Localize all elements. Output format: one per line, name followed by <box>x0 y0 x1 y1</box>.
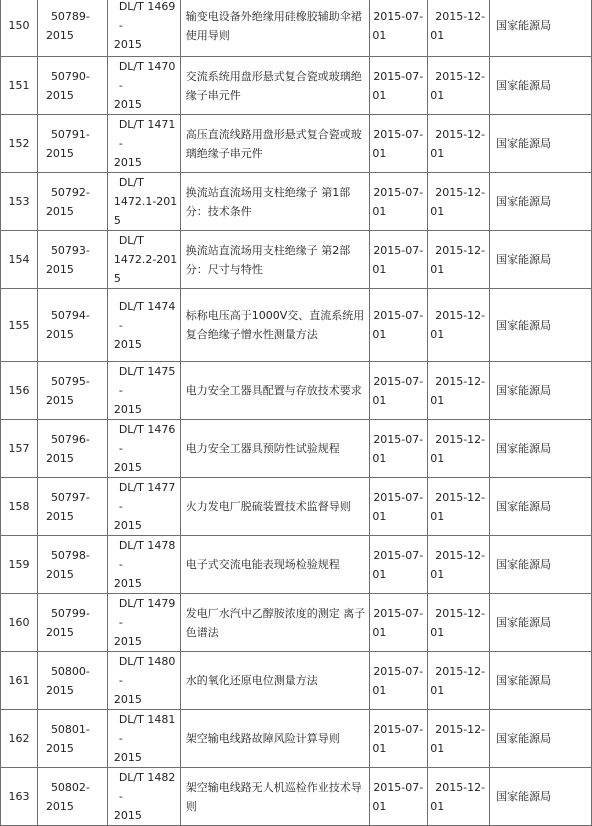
code-cell <box>37 0 107 57</box>
publication-date-part2: 01 <box>430 393 445 407</box>
row-number-cell <box>1 57 38 115</box>
row-number: 154 <box>8 253 30 266</box>
table-row <box>1 652 592 710</box>
code-part2: 2015 <box>45 393 74 407</box>
implementation-date-part2: 01 <box>372 262 387 276</box>
dl-number-part1: DL/T 1477- <box>118 481 176 513</box>
code-part2: 2015 <box>45 88 74 102</box>
dl-number-part1: DL/T 1479- <box>118 597 176 629</box>
dl-number-part2: 2015 <box>113 809 142 822</box>
dl-number-cell <box>107 57 180 115</box>
organization: 国家能源局 <box>496 253 552 266</box>
organization-cell <box>490 362 592 420</box>
row-number-cell <box>1 536 38 594</box>
row-number-cell <box>1 478 38 536</box>
table-row <box>1 115 592 173</box>
publication-date-part1: 2015-12- <box>435 722 486 736</box>
implementation-date-part2: 01 <box>372 328 387 341</box>
publication-date-cell <box>428 536 490 594</box>
implementation-date-cell <box>370 231 428 289</box>
publication-date-cell <box>428 231 490 289</box>
publication-date-part1: 2015-12- <box>435 243 486 257</box>
publication-date-cell <box>428 652 490 710</box>
organization: 国家能源局 <box>496 318 552 332</box>
standard-name-cell <box>180 362 370 420</box>
row-number-cell <box>1 594 38 652</box>
organization: 国家能源局 <box>496 558 552 571</box>
code-cell <box>37 231 107 289</box>
code-cell <box>37 652 107 710</box>
row-number-cell <box>1 362 38 420</box>
dl-number-part2: 2015 <box>113 38 142 51</box>
publication-date-cell <box>428 289 490 362</box>
row-number-cell <box>1 231 38 289</box>
code-cell <box>37 362 107 420</box>
dl-number-cell <box>107 594 180 652</box>
organization: 国家能源局 <box>496 732 552 745</box>
row-number-cell <box>1 420 38 478</box>
row-number-cell <box>1 115 38 173</box>
dl-number-part1: DL/T <box>118 176 144 189</box>
standard-name: 换流站直流场用支柱绝缘子 第2部分：尺寸与特性 <box>185 243 351 276</box>
code-part2: 2015 <box>45 146 74 160</box>
row-number: 152 <box>8 137 30 150</box>
dl-number-part2: 2015 <box>113 751 142 764</box>
publication-date-cell <box>428 710 490 768</box>
implementation-date-cell <box>370 652 428 710</box>
code-part2: 2015 <box>45 509 74 523</box>
code-cell <box>37 768 107 826</box>
organization-cell <box>490 710 592 768</box>
row-number: 163 <box>8 790 30 803</box>
implementation-date-part2: 01 <box>372 88 387 102</box>
implementation-date-part1: 2015-07- <box>373 780 424 794</box>
row-number: 160 <box>8 616 30 629</box>
implementation-date-cell <box>370 536 428 594</box>
publication-date-part2: 01 <box>430 799 445 813</box>
implementation-date-cell <box>370 420 428 478</box>
standard-name-cell <box>180 710 370 768</box>
publication-date-cell <box>428 768 490 826</box>
publication-date-part1: 2015-12- <box>435 780 486 794</box>
dl-number-cell <box>107 536 180 594</box>
dl-number-part1: DL/T <box>118 234 144 247</box>
dl-number-cell <box>107 231 180 289</box>
row-number: 162 <box>8 732 30 745</box>
standard-name: 交流系统用盘形悬式复合瓷或玻璃绝缘子串元件 <box>185 69 362 102</box>
code-part1: 50796- <box>50 432 90 446</box>
code-part2: 2015 <box>45 204 74 218</box>
code-part1: 50789- <box>50 9 90 23</box>
implementation-date-part2: 01 <box>372 741 387 755</box>
organization-cell <box>490 0 592 57</box>
row-number-cell <box>1 652 38 710</box>
dl-number-cell <box>107 420 180 478</box>
implementation-date-cell <box>370 478 428 536</box>
standard-name-cell <box>180 652 370 710</box>
code-part1: 50791- <box>50 127 90 141</box>
table-row <box>1 57 592 115</box>
publication-date-part1: 2015-12- <box>435 664 486 678</box>
implementation-date-cell <box>370 289 428 362</box>
standard-name: 架空输电线路故障风险计算导则 <box>185 732 340 745</box>
standard-name: 电力安全工器具配置与存放技术要求 <box>185 384 362 397</box>
publication-date-part1: 2015-12- <box>435 127 486 141</box>
table-row <box>1 0 592 57</box>
dl-number-part1: DL/T 1478- <box>118 539 176 571</box>
implementation-date-part1: 2015-07- <box>373 606 424 620</box>
code-cell <box>37 420 107 478</box>
code-cell <box>37 536 107 594</box>
code-part2: 2015 <box>45 28 74 42</box>
code-cell <box>37 289 107 362</box>
dl-number-part1: DL/T 1480- <box>118 655 176 687</box>
publication-date-cell <box>428 57 490 115</box>
dl-number-part2: 2015 <box>113 635 142 648</box>
table-row <box>1 594 592 652</box>
table-row <box>1 420 592 478</box>
organization: 国家能源局 <box>496 137 552 150</box>
dl-number-cell <box>107 173 180 231</box>
dl-number-part2: 2015 <box>113 156 142 169</box>
code-part2: 2015 <box>45 741 74 755</box>
publication-date-part2: 01 <box>430 328 445 341</box>
table-row <box>1 362 592 420</box>
dl-number-part2: 2015 <box>113 519 142 532</box>
organization-cell <box>490 652 592 710</box>
standard-name-cell <box>180 289 370 362</box>
dl-number-part2: 2015 <box>113 577 142 590</box>
dl-number-part1: DL/T 1469- <box>118 0 176 32</box>
code-cell <box>37 594 107 652</box>
dl-number-cell <box>107 710 180 768</box>
standard-name: 发电厂水汽中乙醇胺浓度的测定 离子色谱法 <box>185 606 366 639</box>
organization-cell <box>490 231 592 289</box>
implementation-date-part1: 2015-07- <box>373 9 424 23</box>
standard-name: 电力安全工器具预防性试验规程 <box>185 442 340 455</box>
publication-date-part1: 2015-12- <box>435 309 486 322</box>
organization: 国家能源局 <box>496 790 552 803</box>
organization: 国家能源局 <box>496 674 552 687</box>
implementation-date-part1: 2015-07- <box>373 69 424 83</box>
row-number-cell <box>1 173 38 231</box>
publication-date-part2: 01 <box>430 88 445 102</box>
dl-number-cell <box>107 289 180 362</box>
publication-date-cell <box>428 362 490 420</box>
implementation-date-part2: 01 <box>372 204 387 218</box>
standard-name-cell <box>180 536 370 594</box>
table-row <box>1 478 592 536</box>
row-number: 151 <box>8 79 30 92</box>
publication-date-cell <box>428 173 490 231</box>
dl-number-part1: DL/T 1471- <box>118 118 176 150</box>
organization-cell <box>490 420 592 478</box>
standard-name: 架空输电线路无人机巡检作业技术导则 <box>185 780 362 813</box>
dl-number-part1: DL/T 1476- <box>118 423 176 455</box>
organization-cell <box>490 173 592 231</box>
organization: 国家能源局 <box>496 442 552 455</box>
standard-name-cell <box>180 478 370 536</box>
implementation-date-part2: 01 <box>372 28 387 42</box>
standard-name: 火力发电厂脱硫装置技术监督导则 <box>185 500 351 513</box>
row-number: 156 <box>8 384 30 397</box>
publication-date-part2: 01 <box>430 741 445 755</box>
code-part1: 50799- <box>50 606 90 620</box>
publication-date-part1: 2015-12- <box>435 490 486 504</box>
row-number: 158 <box>8 500 30 513</box>
table-row <box>1 231 592 289</box>
code-cell <box>37 173 107 231</box>
code-part2: 2015 <box>45 799 74 813</box>
implementation-date-part2: 01 <box>372 683 387 697</box>
implementation-date-part1: 2015-07- <box>373 127 424 141</box>
dl-number-cell <box>107 0 180 57</box>
implementation-date-cell <box>370 173 428 231</box>
standard-name: 标称电压高于1000V交、直流系统用复合绝缘子憎水性测量方法 <box>185 309 365 341</box>
code-part1: 50793- <box>50 243 90 257</box>
publication-date-part2: 01 <box>430 509 445 523</box>
row-number: 150 <box>8 19 30 32</box>
implementation-date-cell <box>370 768 428 826</box>
publication-date-part1: 2015-12- <box>435 374 486 388</box>
standard-name-cell <box>180 231 370 289</box>
code-part1: 50800- <box>50 664 90 678</box>
implementation-date-part2: 01 <box>372 567 387 581</box>
standard-name-cell <box>180 57 370 115</box>
publication-date-cell <box>428 0 490 57</box>
standard-name-cell <box>180 594 370 652</box>
code-cell <box>37 115 107 173</box>
standard-name-cell <box>180 420 370 478</box>
table-row <box>1 768 592 826</box>
row-number: 157 <box>8 442 30 455</box>
row-number: 153 <box>8 195 30 208</box>
code-part1: 50797- <box>50 490 90 504</box>
implementation-date-part1: 2015-07- <box>373 722 424 736</box>
organization: 国家能源局 <box>496 195 552 208</box>
implementation-date-cell <box>370 362 428 420</box>
publication-date-part1: 2015-12- <box>435 606 486 620</box>
implementation-date-cell <box>370 0 428 57</box>
implementation-date-part1: 2015-07- <box>373 309 424 322</box>
table-row <box>1 289 592 362</box>
standard-name-cell <box>180 115 370 173</box>
publication-date-cell <box>428 478 490 536</box>
implementation-date-part1: 2015-07- <box>373 374 424 388</box>
code-cell <box>37 57 107 115</box>
organization: 国家能源局 <box>496 19 552 32</box>
code-part1: 50794- <box>50 309 90 322</box>
standard-name: 水的氧化还原电位测量方法 <box>185 674 318 687</box>
organization-cell <box>490 768 592 826</box>
code-part2: 2015 <box>45 262 74 276</box>
table-row <box>1 173 592 231</box>
standard-name-cell <box>180 0 370 57</box>
code-part2: 2015 <box>45 625 74 639</box>
table-row <box>1 536 592 594</box>
implementation-date-cell <box>370 594 428 652</box>
standard-name: 电子式交流电能表现场检验规程 <box>185 558 340 571</box>
publication-date-cell <box>428 594 490 652</box>
standard-name-cell <box>180 173 370 231</box>
implementation-date-part1: 2015-07- <box>373 548 424 562</box>
code-part2: 2015 <box>45 567 74 581</box>
implementation-date-part1: 2015-07- <box>373 185 424 199</box>
organization: 国家能源局 <box>496 616 552 629</box>
publication-date-cell <box>428 420 490 478</box>
publication-date-part1: 2015-12- <box>435 69 486 83</box>
organization-cell <box>490 57 592 115</box>
dl-number-part2: 2015 <box>113 337 142 351</box>
publication-date-part1: 2015-12- <box>435 185 486 199</box>
publication-date-part2: 01 <box>430 146 445 160</box>
publication-date-part2: 01 <box>430 204 445 218</box>
standard-name: 高压直流线路用盘形悬式复合瓷或玻璃绝缘子串元件 <box>185 127 362 160</box>
dl-number-part1: DL/T 1482- <box>118 771 176 803</box>
implementation-date-part2: 01 <box>372 451 387 465</box>
row-number-cell <box>1 0 38 57</box>
standard-name-cell <box>180 768 370 826</box>
organization-cell <box>490 594 592 652</box>
organization-cell <box>490 478 592 536</box>
code-part1: 50790- <box>50 69 90 83</box>
implementation-date-part2: 01 <box>372 625 387 639</box>
dl-number-cell <box>107 768 180 826</box>
row-number: 159 <box>8 558 30 571</box>
dl-number-part2: 2015 <box>113 693 142 706</box>
dl-number-part2: 1472.2-2015 <box>113 253 178 285</box>
publication-date-part2: 01 <box>430 28 445 42</box>
dl-number-cell <box>107 362 180 420</box>
publication-date-part2: 01 <box>430 625 445 639</box>
organization: 国家能源局 <box>496 500 552 513</box>
organization-cell <box>490 115 592 173</box>
publication-date-part2: 01 <box>430 262 445 276</box>
table-row <box>1 710 592 768</box>
implementation-date-part1: 2015-07- <box>373 243 424 257</box>
code-cell <box>37 710 107 768</box>
organization: 国家能源局 <box>496 384 552 397</box>
dl-number-cell <box>107 115 180 173</box>
row-number-cell <box>1 710 38 768</box>
dl-number-part1: DL/T 1475- <box>118 365 176 397</box>
implementation-date-part2: 01 <box>372 393 387 407</box>
dl-number-part1: DL/T 1481- <box>118 713 176 745</box>
implementation-date-part1: 2015-07- <box>373 664 424 678</box>
code-part2: 2015 <box>45 451 74 465</box>
row-number-cell <box>1 768 38 826</box>
dl-number-part1: DL/T 1470- <box>118 60 176 92</box>
publication-date-part1: 2015-12- <box>435 432 486 446</box>
row-number: 161 <box>8 674 30 687</box>
code-part1: 50801- <box>50 722 90 736</box>
dl-number-cell <box>107 478 180 536</box>
dl-number-part2: 1472.1-2015 <box>113 195 178 227</box>
publication-date-part2: 01 <box>430 683 445 697</box>
implementation-date-part2: 01 <box>372 146 387 160</box>
dl-number-part2: 2015 <box>113 98 142 111</box>
code-part2: 2015 <box>45 683 74 697</box>
standard-name: 输变电设备外绝缘用硅橡胶辅助伞裙使用导则 <box>185 9 362 42</box>
row-number: 155 <box>8 318 30 332</box>
organization-cell <box>490 289 592 362</box>
organization: 国家能源局 <box>496 79 552 92</box>
code-cell <box>37 478 107 536</box>
organization-cell <box>490 536 592 594</box>
publication-date-part1: 2015-12- <box>435 548 486 562</box>
dl-number-part1: DL/T 1474- <box>118 299 176 332</box>
code-part1: 50802- <box>50 780 90 794</box>
code-part1: 50798- <box>50 548 90 562</box>
dl-number-cell <box>107 652 180 710</box>
code-part1: 50792- <box>50 185 90 199</box>
publication-date-part1: 2015-12- <box>435 9 486 23</box>
implementation-date-part1: 2015-07- <box>373 490 424 504</box>
implementation-date-part2: 01 <box>372 799 387 813</box>
publication-date-cell <box>428 115 490 173</box>
implementation-date-part2: 01 <box>372 509 387 523</box>
implementation-date-part1: 2015-07- <box>373 432 424 446</box>
dl-number-part2: 2015 <box>113 461 142 474</box>
implementation-date-cell <box>370 57 428 115</box>
standard-name: 换流站直流场用支柱绝缘子 第1部分：技术条件 <box>185 185 351 218</box>
implementation-date-cell <box>370 115 428 173</box>
code-part1: 50795- <box>50 374 90 388</box>
code-part2: 2015 <box>45 328 74 341</box>
dl-number-part2: 2015 <box>113 403 142 416</box>
publication-date-part2: 01 <box>430 451 445 465</box>
publication-date-part2: 01 <box>430 567 445 581</box>
row-number-cell <box>1 289 38 362</box>
implementation-date-cell <box>370 710 428 768</box>
